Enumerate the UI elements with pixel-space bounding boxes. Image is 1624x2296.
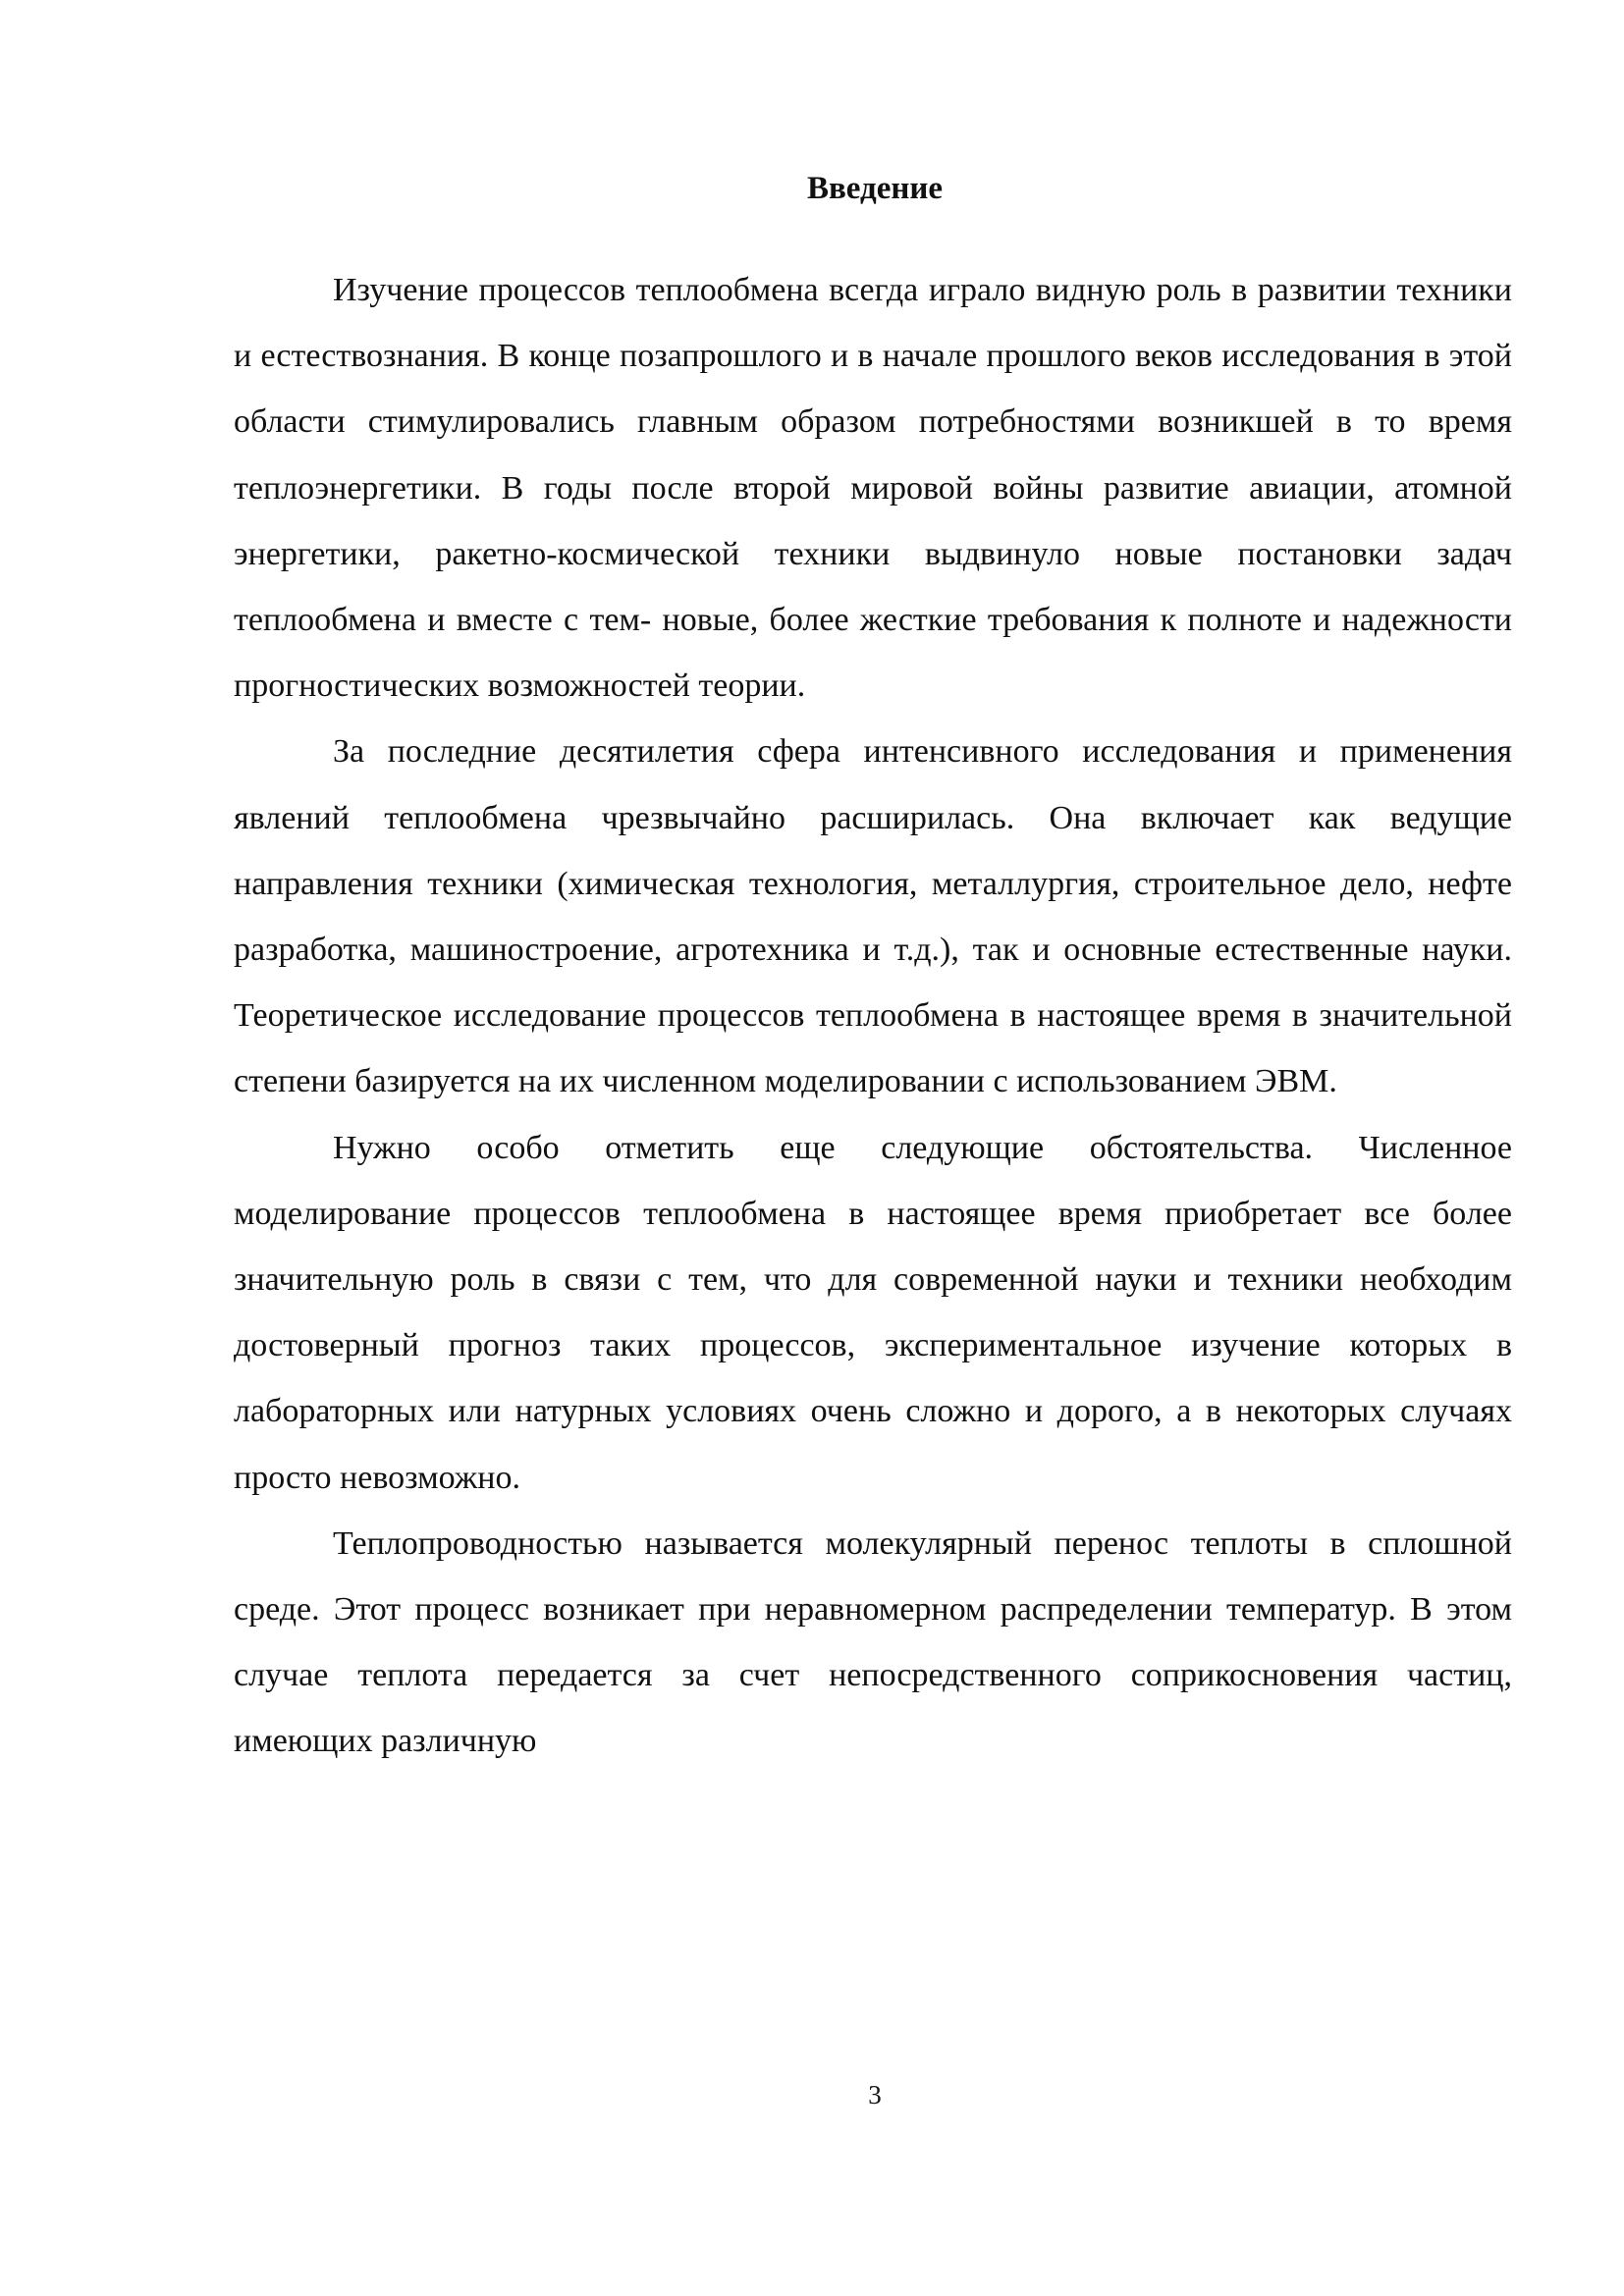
section-title: Введение [806,171,944,206]
paragraph-3: Нужно особо отметить еще следующие обстоятельства. Численное моделирование процессов теплообмена в настоящее время приобретает все более значительную роль в связи с тем, что для современной науки и техники необходим достоверный прогноз таких процессов, экспериментальное изучение которых в лабораторных или натурных условиях очень сложно и дорого, а в некоторых случаях просто невозможно. [234,1129,1512,1496]
paragraph-2: За последние десятилетия сфера интенсивного исследования и применения явлений теплообмена чрезвычайно расширилась. Она включает как ведущие направления техники (химическая технология, металлургия, строительное дело, нефте разработка, машиностроение, агротехника и т.д.), так и основные естественные науки. Теоретическое исследование процессов теплообмена в настоящее время в значительной степени базируется на их численном моделировании с использованием ЭВМ. [234,733,1512,1100]
paragraph-1: Изучение процессов теплообмена всегда играло видную роль в развитии техники и естествознания. В конце позапрошлого и в начале прошлого веков исследования в этой области стимулировались главным образом потребностями возникшей в то время теплоэнергетики. В годы после второй мировой войны развитие авиации, атомной энергетики, ракетно-космической техники выдвинуло новые постановки задач теплообмена и вместе с тем- новые, более жесткие требования к полноте и надежности прогностических возможностей теории. [234,272,1512,705]
document-body [234,257,1512,1775]
paragraph-4: Теплопроводностью называется молекулярный перенос теплоты в сплошной среде. Этот процесс возникает при неравномерном распределении температур. В этом случае теплота передается за счет непосредственного соприкосновения частиц, имеющих различную [234,1524,1512,1760]
page-number: 3 [868,2080,882,2109]
